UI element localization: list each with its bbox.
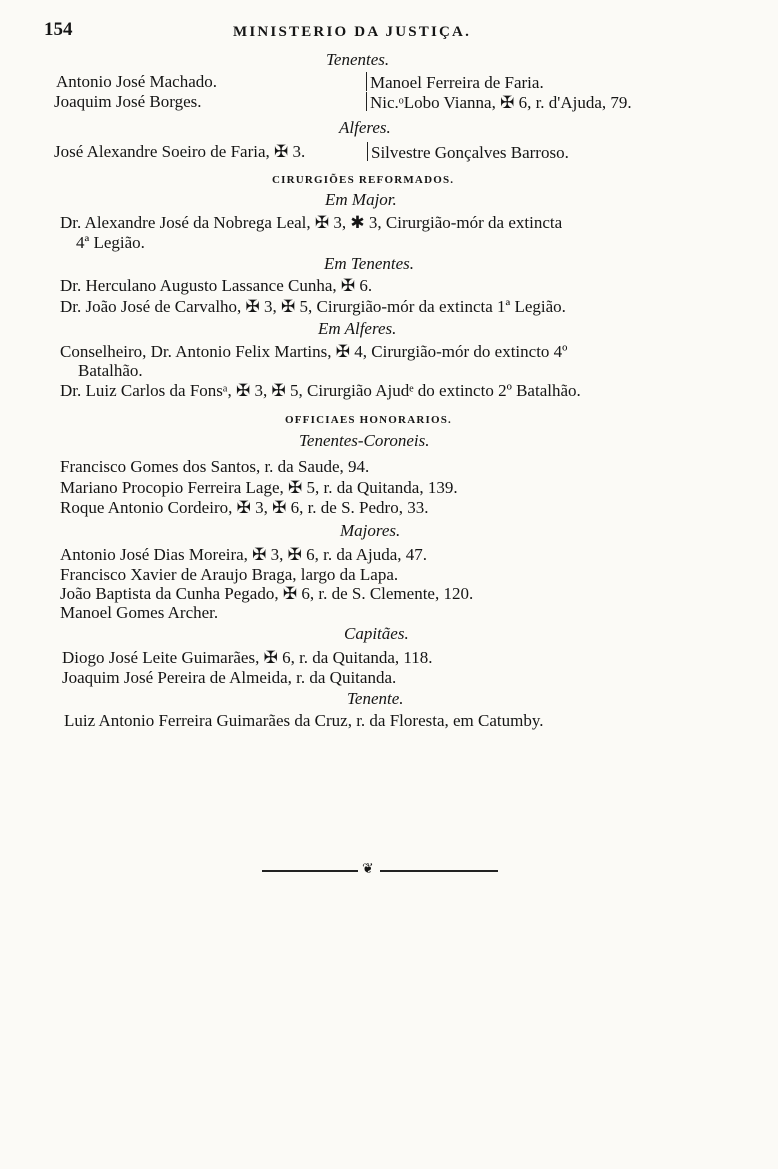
section-majores: Majores.: [340, 521, 401, 540]
entry-line: Francisco Xavier de Araujo Braga, largo da Lapa.: [60, 565, 399, 584]
section-tenentes-coroneis: Tenentes-Coroneis.: [299, 431, 430, 450]
entry-line: Luiz Antonio Ferreira Guimarães da Cruz, r. da Floresta, em Catumby.: [64, 711, 544, 730]
entry-line: 4ª Legião.: [76, 233, 145, 252]
entry-right: Nic.ᵒLobo Vianna, ✠ 6, r. d'Ajuda, 79.: [366, 92, 632, 113]
entry-left: José Alexandre Soeiro de Faria, ✠ 3.: [54, 142, 306, 161]
entry-line: Dr. Luiz Carlos da Fonsᵃ, ✠ 3, ✠ 5, Cirurgião Ajudᵉ do extincto 2º Batalhão.: [60, 381, 581, 400]
section-em-major: Em Major.: [325, 190, 397, 209]
entry-line: Dr. João José de Carvalho, ✠ 3, ✠ 5, Cirurgião-mór da extincta 1ª Legião.: [60, 297, 566, 316]
entry-right: Silvestre Gonçalves Barroso.: [367, 142, 569, 163]
section-alferes: Alferes.: [339, 118, 391, 137]
divider-left: [262, 870, 358, 872]
section-capitaes: Capitães.: [344, 624, 409, 643]
entry-line: Dr. Herculano Augusto Lassance Cunha, ✠ 6.: [60, 276, 373, 295]
entry-left: Antonio José Machado.: [56, 72, 218, 91]
entry-line: João Baptista da Cunha Pegado, ✠ 6, r. de S. Clemente, 120.: [60, 584, 474, 603]
ornament-icon: ❦: [362, 862, 374, 877]
entry-line: Joaquim José Pereira de Almeida, r. da Quitanda.: [62, 668, 397, 687]
section-em-alferes: Em Alferes.: [318, 319, 397, 338]
page-number: 154: [44, 19, 73, 40]
section-tenentes: Tenentes.: [326, 50, 390, 69]
section-officiaes: OFFICIAES HONORARIOS.: [285, 414, 452, 426]
entry-line: Diogo José Leite Guimarães, ✠ 6, r. da Quitanda, 118.: [62, 648, 433, 667]
section-em-tenentes: Em Tenentes.: [324, 254, 415, 273]
section-tenente: Tenente.: [347, 689, 404, 708]
entry-line: Antonio José Dias Moreira, ✠ 3, ✠ 6, r. da Ajuda, 47.: [60, 545, 428, 564]
divider-right: [380, 870, 498, 872]
entry-line: Roque Antonio Cordeiro, ✠ 3, ✠ 6, r. de S. Pedro, 33.: [60, 498, 429, 517]
running-header: MINISTERIO DA JUSTIÇA.: [233, 24, 472, 40]
entry-line: Francisco Gomes dos Santos, r. da Saude, 94.: [60, 457, 370, 476]
entry-line: Manoel Gomes Archer.: [60, 603, 219, 622]
entry-line: Conselheiro, Dr. Antonio Felix Martins, ✠ 4, Cirurgião-mór do extincto 4º: [60, 342, 568, 361]
entry-line: Dr. Alexandre José da Nobrega Leal, ✠ 3, ✱ 3, Cirurgião-mór da extincta: [60, 213, 563, 232]
entry-line: Batalhão.: [78, 361, 143, 380]
entry-left: Joaquim José Borges.: [54, 92, 202, 111]
section-cirurgioes: CIRURGIÕES REFORMADOS.: [272, 174, 455, 186]
entry-line: Mariano Procopio Ferreira Lage, ✠ 5, r. da Quitanda, 139.: [60, 478, 458, 497]
entry-right: Manoel Ferreira de Faria.: [366, 72, 544, 93]
